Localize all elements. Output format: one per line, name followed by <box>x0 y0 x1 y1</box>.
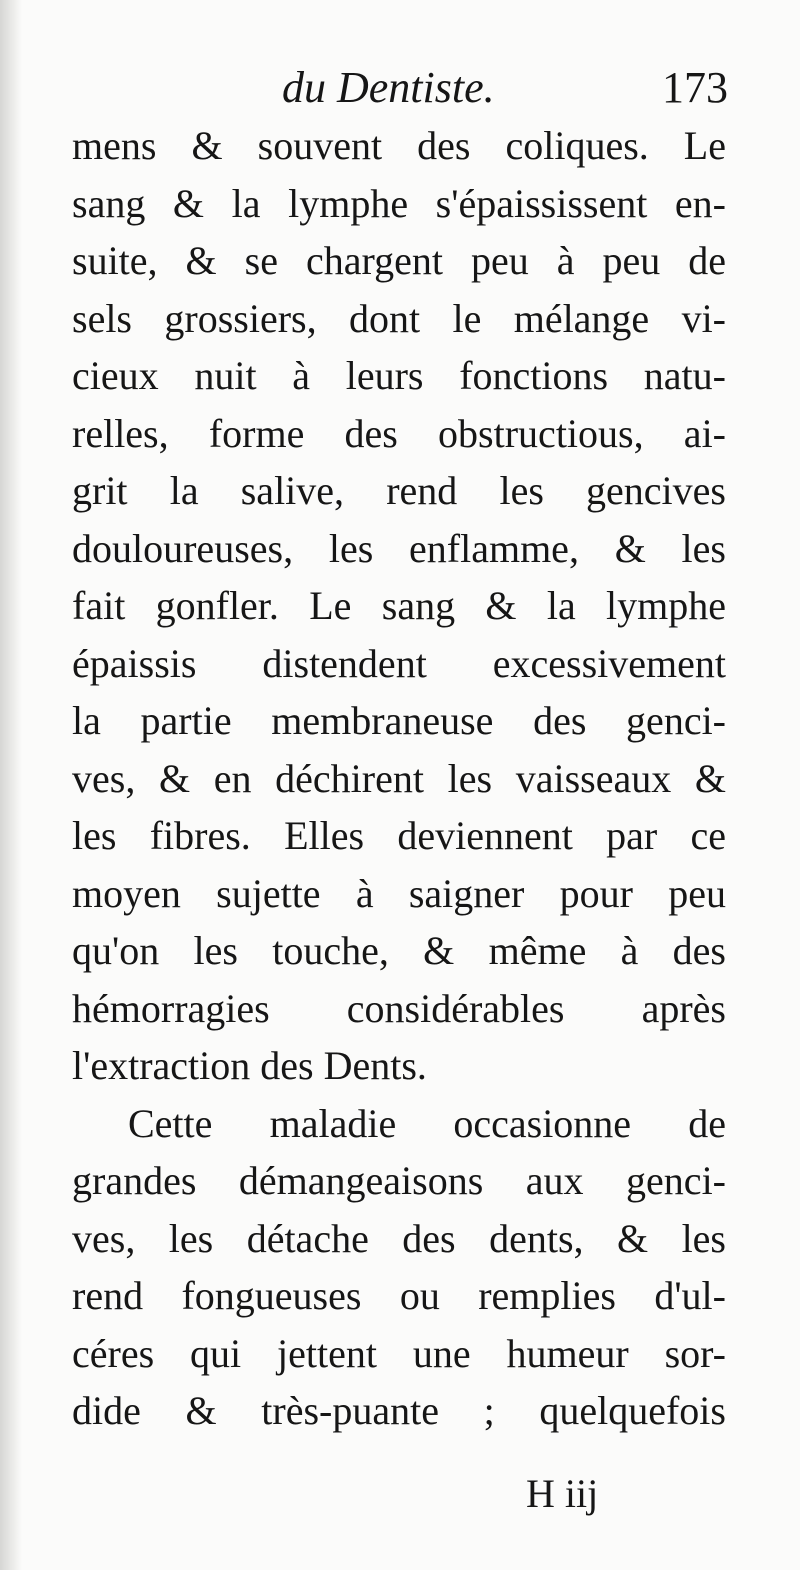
text-line: grandes démangeaisons aux genci- <box>72 1158 726 1203</box>
text-line: ves, & en déchirent les vaisseaux & <box>72 755 726 801</box>
text-line: fait gonfler. Le sang & la lymphe <box>72 583 726 628</box>
paragraph-2 <box>72 1095 726 1440</box>
text-line: céres qui jettent une humeur sor- <box>72 1330 726 1376</box>
text-line: rend fongueuses ou remplies d'ul- <box>72 1273 726 1318</box>
text-line: grit la salive, rend les gencives <box>72 468 726 513</box>
text-line: Cette maladie occasionne de <box>128 1100 726 1146</box>
text-line: sang & la lymphe s'épaississent en- <box>72 180 726 226</box>
text-line: moyen sujette à saigner pour peu <box>72 870 726 916</box>
page-gutter-shadow <box>0 0 22 1570</box>
page-number: 173 <box>662 63 728 112</box>
signature-mark: H iij <box>526 1471 599 1516</box>
text-line: mens & souvent des coliques. Le <box>72 123 726 168</box>
text-line: les fibres. Elles deviennent par ce <box>72 813 726 858</box>
body-text <box>72 117 726 1440</box>
running-title: du Dentiste. <box>282 63 495 112</box>
text-line: l'extraction des Dents. <box>72 1043 427 1088</box>
text-line: qu'on les touche, & même à des <box>72 928 726 973</box>
text-line: douloureuses, les enflamme, & les <box>72 525 726 571</box>
text-line: cieux nuit à leurs fonctions natu- <box>72 353 726 398</box>
text-line: la partie membraneuse des genci- <box>72 698 726 743</box>
text-line: dide & très-puante ; quelquefois <box>72 1388 726 1433</box>
text-line: hémorragies considérables après <box>72 985 726 1031</box>
page-header <box>0 58 800 118</box>
text-line: suite, & se chargent peu à peu de <box>72 238 726 283</box>
text-line: ves, les détache des dents, & les <box>72 1215 726 1261</box>
paragraph-1 <box>72 117 726 1095</box>
text-line: relles, forme des obstructious, ai- <box>72 410 726 456</box>
text-line: sels grossiers, dont le mélange vi- <box>72 295 726 341</box>
text-line: épaissis distendent excessivement <box>72 640 726 686</box>
